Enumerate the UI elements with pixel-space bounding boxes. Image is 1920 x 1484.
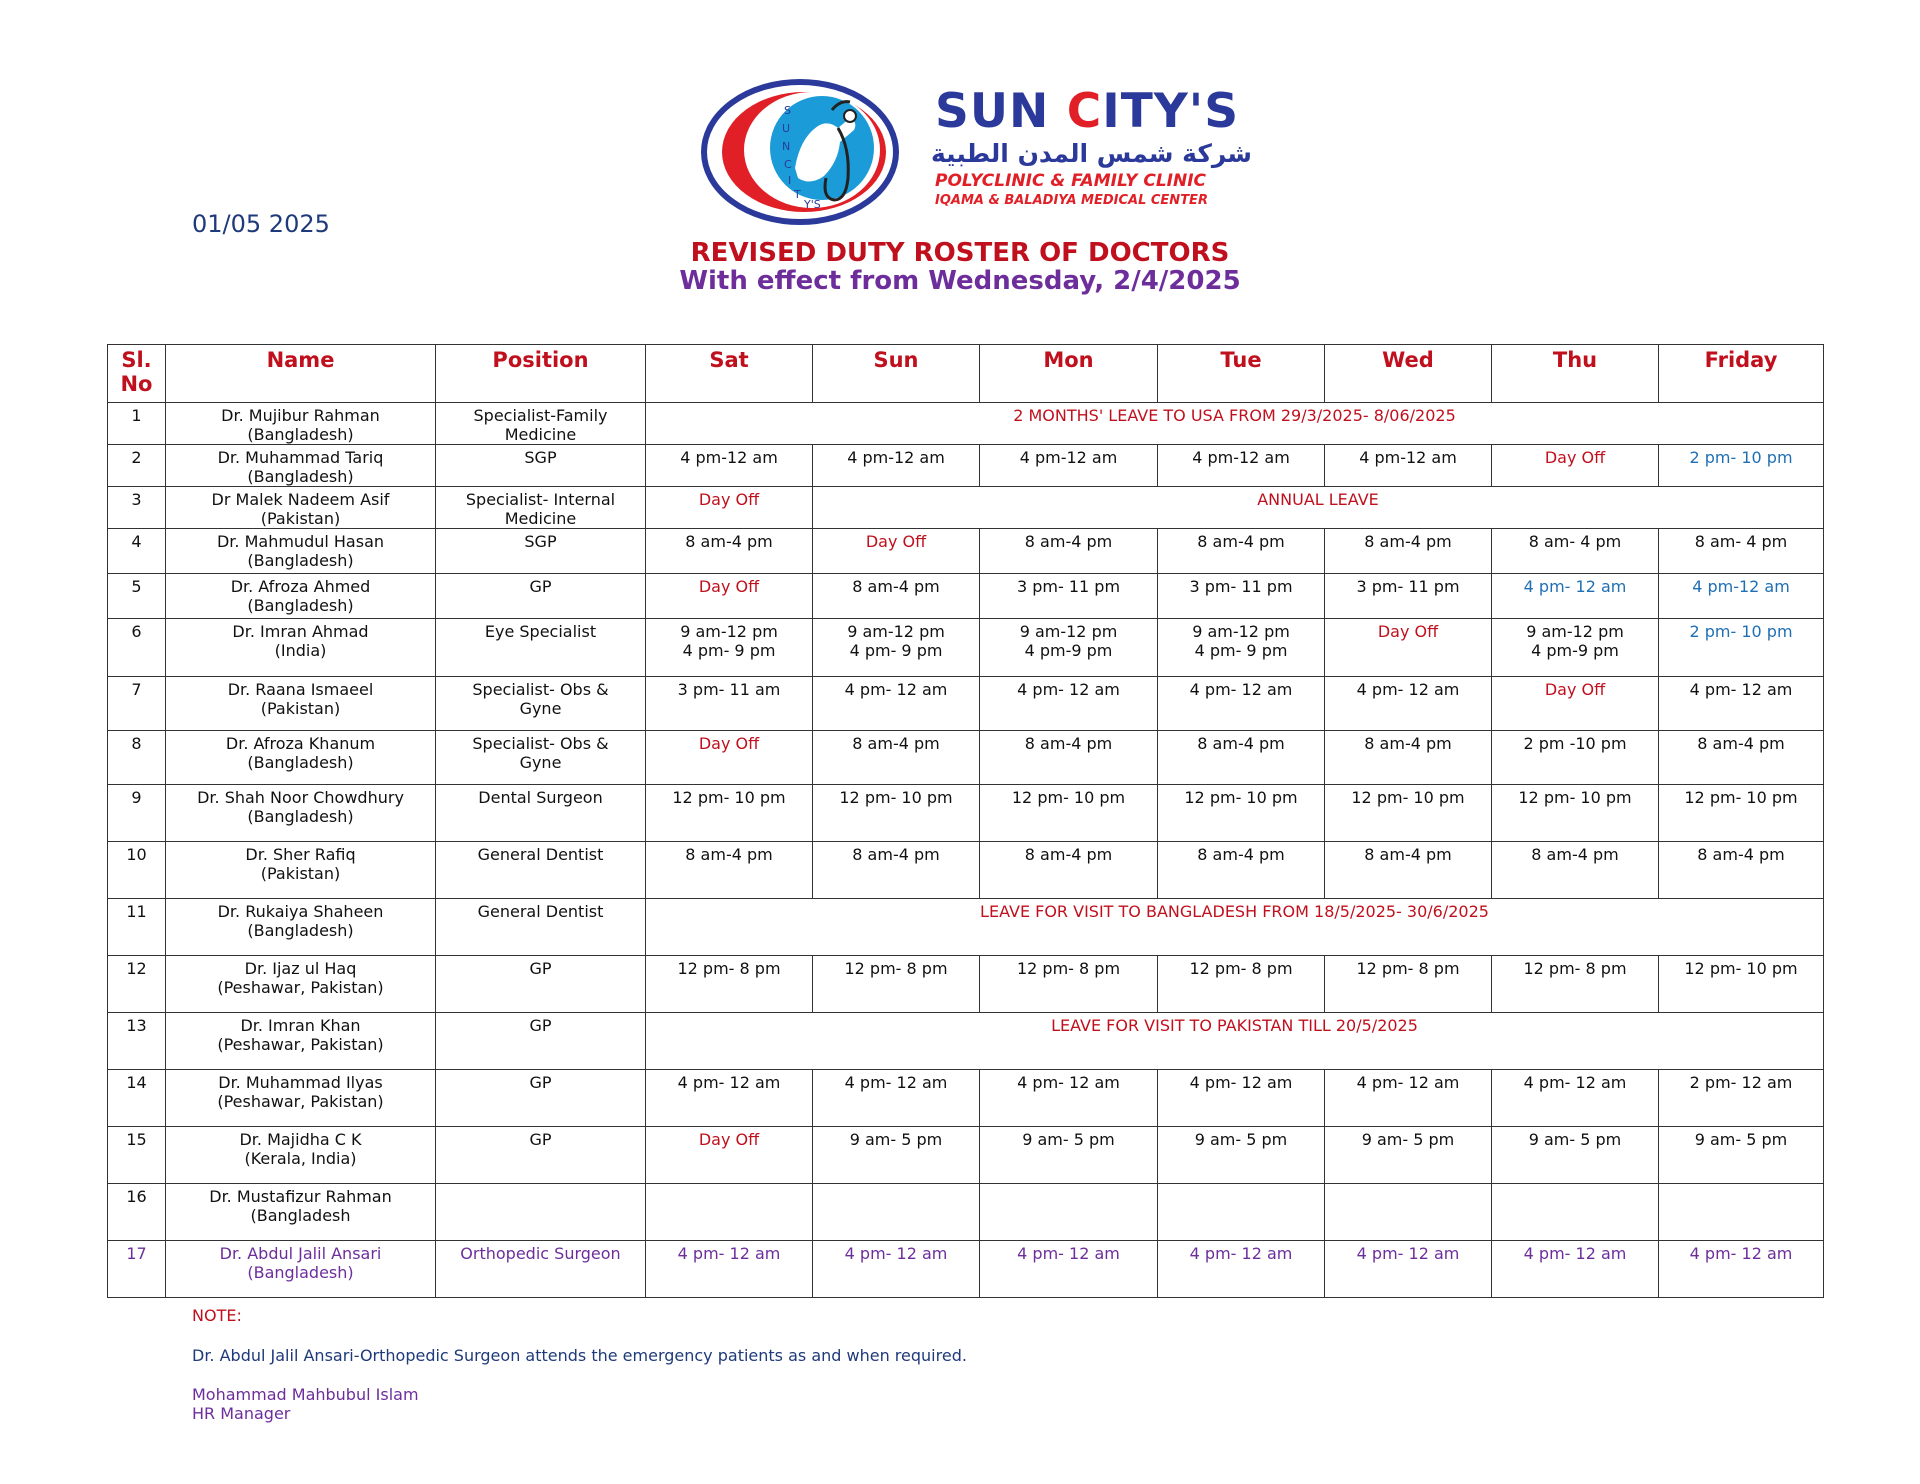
shift-cell: 8 am-4 pm	[1492, 842, 1659, 899]
shift-cell: 8 am-4 pm	[1325, 842, 1492, 899]
position-cell: Dental Surgeon	[436, 785, 646, 842]
doctor-name-cell: Dr. Abdul Jalil Ansari (Bangladesh)	[166, 1241, 436, 1298]
position-cell	[436, 1184, 646, 1241]
svg-text:T: T	[794, 188, 801, 201]
shift-cell: 9 am-12 pm 4 pm-9 pm	[980, 619, 1158, 677]
position-cell: GP	[436, 574, 646, 619]
shift-cell: 8 am-4 pm	[1158, 842, 1325, 899]
doctor-name-cell: Dr. Majidha C K (Kerala, India)	[166, 1127, 436, 1184]
table-row	[108, 403, 1824, 445]
shift-cell	[1492, 1184, 1659, 1241]
signer-title: HR Manager	[192, 1404, 291, 1423]
svg-text:U: U	[782, 122, 791, 135]
sl-cell: 15	[108, 1127, 166, 1184]
position-cell: GP	[436, 956, 646, 1013]
shift-cell: 8 am-4 pm	[813, 574, 980, 619]
shift-cell: 12 pm- 10 pm	[1659, 785, 1824, 842]
shift-cell: 8 am-4 pm	[813, 842, 980, 899]
table-row	[108, 899, 1824, 956]
sl-cell: 11	[108, 899, 166, 956]
shift-cell: 12 pm- 10 pm	[1492, 785, 1659, 842]
doctor-name-cell: Dr. Mustafizur Rahman (Bangladesh	[166, 1184, 436, 1241]
shift-cell: 9 am-12 pm 4 pm- 9 pm	[646, 619, 813, 677]
shift-cell: 4 pm- 12 am	[980, 1070, 1158, 1127]
clinic-logo	[700, 78, 1252, 226]
shift-cell: Day Off	[1492, 445, 1659, 487]
doctor-name-cell: Dr. Rukaiya Shaheen (Bangladesh)	[166, 899, 436, 956]
shift-cell: 8 am-4 pm	[1158, 731, 1325, 785]
brand-tagline: POLYCLINIC & FAMILY CLINIC	[935, 171, 1207, 191]
table-row	[108, 785, 1824, 842]
position-cell: GP	[436, 1127, 646, 1184]
table-row	[108, 574, 1824, 619]
header-mon: Mon	[980, 345, 1158, 403]
shift-cell: 9 am- 5 pm	[1659, 1127, 1824, 1184]
sl-cell: 4	[108, 529, 166, 574]
shift-cell: 9 am-12 pm 4 pm-9 pm	[1492, 619, 1659, 677]
position-cell: General Dentist	[436, 842, 646, 899]
document-title: REVISED DUTY ROSTER OF DOCTORS	[690, 238, 1230, 268]
shift-cell: 4 pm- 12 am	[980, 1241, 1158, 1298]
shift-cell: 9 am- 5 pm	[980, 1127, 1158, 1184]
duty-roster-table	[107, 344, 1824, 1298]
sl-cell: 14	[108, 1070, 166, 1127]
position-cell: Orthopedic Surgeon	[436, 1241, 646, 1298]
header-friday: Friday	[1659, 345, 1824, 403]
doctor-name-cell: Dr. Raana Ismaeel (Pakistan)	[166, 677, 436, 731]
shift-cell: 4 pm-12 am	[1158, 445, 1325, 487]
doctor-name-cell: Dr. Mahmudul Hasan (Bangladesh)	[166, 529, 436, 574]
shift-cell: 12 pm- 10 pm	[1325, 785, 1492, 842]
header-wed: Wed	[1325, 345, 1492, 403]
position-cell: GP	[436, 1070, 646, 1127]
shift-cell: 4 pm- 12 am	[1659, 1241, 1824, 1298]
shift-cell: 4 pm- 12 am	[813, 1070, 980, 1127]
shift-cell	[1158, 1184, 1325, 1241]
doctor-name-cell: Dr. Mujibur Rahman (Bangladesh)	[166, 403, 436, 445]
shift-cell: 8 am-4 pm	[1158, 529, 1325, 574]
shift-cell: 4 pm- 12 am	[1492, 574, 1659, 619]
sl-cell: 16	[108, 1184, 166, 1241]
position-cell: SGP	[436, 445, 646, 487]
shift-cell: 2 pm -10 pm	[1492, 731, 1659, 785]
sl-cell: 1	[108, 403, 166, 445]
leave-note-cell: LEAVE FOR VISIT TO BANGLADESH FROM 18/5/2025- 30/6/2025	[646, 899, 1824, 956]
doctor-name-cell: Dr Malek Nadeem Asif (Pakistan)	[166, 487, 436, 529]
note-label: NOTE:	[192, 1306, 242, 1325]
shift-cell: 4 pm- 12 am	[980, 677, 1158, 731]
shift-cell: 4 pm- 12 am	[813, 677, 980, 731]
header-name: Name	[166, 345, 436, 403]
svg-text:C: C	[784, 158, 792, 171]
shift-cell: 4 pm-12 am	[813, 445, 980, 487]
shift-cell: 4 pm- 12 am	[1158, 1070, 1325, 1127]
table-row	[108, 1070, 1824, 1127]
doctor-name-cell: Dr. Ijaz ul Haq (Peshawar, Pakistan)	[166, 956, 436, 1013]
position-cell: General Dentist	[436, 899, 646, 956]
position-cell: Specialist- Obs & Gyne	[436, 731, 646, 785]
table-row	[108, 1013, 1824, 1070]
table-row	[108, 445, 1824, 487]
header-sl: Sl. No	[108, 345, 166, 403]
sl-cell: 7	[108, 677, 166, 731]
shift-cell: 4 pm- 12 am	[1659, 677, 1824, 731]
shift-cell: 4 pm- 12 am	[1158, 677, 1325, 731]
sl-cell: 2	[108, 445, 166, 487]
shift-cell: 4 pm- 12 am	[1325, 1070, 1492, 1127]
shift-cell: 8 am-4 pm	[813, 731, 980, 785]
position-cell: GP	[436, 1013, 646, 1070]
shift-cell: 8 am-4 pm	[1325, 529, 1492, 574]
header-thu: Thu	[1492, 345, 1659, 403]
shift-cell: 12 pm- 10 pm	[1659, 956, 1824, 1013]
shift-cell: 3 pm- 11 pm	[980, 574, 1158, 619]
shift-cell	[1325, 1184, 1492, 1241]
doctor-name-cell: Dr. Muhammad Tariq (Bangladesh)	[166, 445, 436, 487]
shift-cell: 4 pm- 12 am	[813, 1241, 980, 1298]
header-sat: Sat	[646, 345, 813, 403]
position-cell: Specialist- Obs & Gyne	[436, 677, 646, 731]
doctor-name-cell: Dr. Muhammad Ilyas (Peshawar, Pakistan)	[166, 1070, 436, 1127]
table-row	[108, 677, 1824, 731]
shift-cell: Day Off	[646, 487, 813, 529]
shift-cell: Day Off	[1492, 677, 1659, 731]
sl-cell: 9	[108, 785, 166, 842]
sl-cell: 10	[108, 842, 166, 899]
brand-name: SUN CITY'S	[935, 84, 1240, 139]
header-position: Position	[436, 345, 646, 403]
brand-block	[930, 84, 1252, 210]
shift-cell: 12 pm- 10 pm	[980, 785, 1158, 842]
doctor-name-cell: Dr. Imran Khan (Peshawar, Pakistan)	[166, 1013, 436, 1070]
table-row	[108, 731, 1824, 785]
leave-note-cell: 2 MONTHS' LEAVE TO USA FROM 29/3/2025- 8/06/2025	[646, 403, 1824, 445]
header-sun: Sun	[813, 345, 980, 403]
shift-cell: 8 am-4 pm	[980, 731, 1158, 785]
doctor-name-cell: Dr. Shah Noor Chowdhury (Bangladesh)	[166, 785, 436, 842]
shift-cell	[813, 1184, 980, 1241]
shift-cell: 12 pm- 8 pm	[1158, 956, 1325, 1013]
shift-cell: 8 am-4 pm	[1659, 842, 1824, 899]
table-row	[108, 529, 1824, 574]
doctor-name-cell: Dr. Afroza Khanum (Bangladesh)	[166, 731, 436, 785]
shift-cell: 12 pm- 8 pm	[1492, 956, 1659, 1013]
position-cell: Eye Specialist	[436, 619, 646, 677]
shift-cell: 4 pm-12 am	[1325, 445, 1492, 487]
shift-cell: 4 pm- 12 am	[646, 1070, 813, 1127]
shift-cell: 3 pm- 11 pm	[1325, 574, 1492, 619]
position-cell: Specialist-Family Medicine	[436, 403, 646, 445]
shift-cell: 4 pm- 12 am	[646, 1241, 813, 1298]
shift-cell: 12 pm- 8 pm	[646, 956, 813, 1013]
shift-cell: 4 pm- 12 am	[1325, 1241, 1492, 1298]
shift-cell	[646, 1184, 813, 1241]
table-row	[108, 1127, 1824, 1184]
shift-cell: 3 pm- 11 pm	[1158, 574, 1325, 619]
sl-cell: 17	[108, 1241, 166, 1298]
shift-cell: 8 am-4 pm	[646, 842, 813, 899]
sl-cell: 3	[108, 487, 166, 529]
table-row	[108, 956, 1824, 1013]
brand-subtagline: IQAMA & BALADIYA MEDICAL CENTER	[935, 193, 1208, 208]
shift-cell: 9 am- 5 pm	[813, 1127, 980, 1184]
position-cell: Specialist- Internal Medicine	[436, 487, 646, 529]
shift-cell: 12 pm- 8 pm	[980, 956, 1158, 1013]
shift-cell: 9 am-12 pm 4 pm- 9 pm	[813, 619, 980, 677]
svg-text:I: I	[788, 174, 792, 187]
shift-cell: Day Off	[646, 574, 813, 619]
leave-note-cell: ANNUAL LEAVE	[813, 487, 1824, 529]
shift-cell: 12 pm- 10 pm	[813, 785, 980, 842]
shift-cell: 4 pm-12 am	[1659, 574, 1824, 619]
shift-cell: 4 pm- 12 am	[1492, 1070, 1659, 1127]
shift-cell: Day Off	[646, 731, 813, 785]
sl-cell: 12	[108, 956, 166, 1013]
shift-cell: 12 pm- 10 pm	[1158, 785, 1325, 842]
sl-cell: 5	[108, 574, 166, 619]
position-cell: SGP	[436, 529, 646, 574]
shift-cell: 4 pm- 12 am	[1158, 1241, 1325, 1298]
leave-note-cell: LEAVE FOR VISIT TO PAKISTAN TILL 20/5/2025	[646, 1013, 1824, 1070]
shift-cell: 4 pm-12 am	[980, 445, 1158, 487]
table-row	[108, 1184, 1824, 1241]
shift-cell: 8 am- 4 pm	[1492, 529, 1659, 574]
shift-cell: Day Off	[646, 1127, 813, 1184]
shift-cell: 9 am- 5 pm	[1158, 1127, 1325, 1184]
shift-cell: 3 pm- 11 am	[646, 677, 813, 731]
doctor-name-cell: Dr. Sher Rafiq (Pakistan)	[166, 842, 436, 899]
shift-cell: 9 am-12 pm 4 pm- 9 pm	[1158, 619, 1325, 677]
doctor-name-cell: Dr. Afroza Ahmed (Bangladesh)	[166, 574, 436, 619]
shift-cell: 8 am-4 pm	[1325, 731, 1492, 785]
shift-cell: 4 pm- 12 am	[1325, 677, 1492, 731]
document-date: 01/05 2025	[192, 210, 330, 238]
brand-arabic-name: شركة شمس المدن الطبية	[930, 139, 1252, 168]
shift-cell: 2 pm- 10 pm	[1659, 619, 1824, 677]
shift-cell: 8 am-4 pm	[646, 529, 813, 574]
shift-cell: 2 pm- 10 pm	[1659, 445, 1824, 487]
sl-cell: 6	[108, 619, 166, 677]
table-row	[108, 487, 1824, 529]
header-tue: Tue	[1158, 345, 1325, 403]
shift-cell: 4 pm-12 am	[646, 445, 813, 487]
shift-cell: 8 am-4 pm	[1659, 731, 1824, 785]
table-row	[108, 842, 1824, 899]
shift-cell: 12 pm- 8 pm	[1325, 956, 1492, 1013]
sl-cell: 8	[108, 731, 166, 785]
doctor-name-cell: Dr. Imran Ahmad (India)	[166, 619, 436, 677]
svg-text:S: S	[784, 104, 791, 117]
shift-cell: 8 am-4 pm	[980, 529, 1158, 574]
svg-text:Y'S: Y'S	[804, 198, 821, 211]
shift-cell: 8 am- 4 pm	[1659, 529, 1824, 574]
shift-cell: 2 pm- 12 am	[1659, 1070, 1824, 1127]
shift-cell: 4 pm- 12 am	[1492, 1241, 1659, 1298]
sl-cell: 13	[108, 1013, 166, 1070]
header-row	[108, 345, 1824, 403]
shift-cell: 9 am- 5 pm	[1325, 1127, 1492, 1184]
table-row	[108, 619, 1824, 677]
shift-cell	[1659, 1184, 1824, 1241]
svg-text:N: N	[782, 140, 791, 153]
shift-cell: 12 pm- 10 pm	[646, 785, 813, 842]
shift-cell: 9 am- 5 pm	[1492, 1127, 1659, 1184]
document-subtitle: With effect from Wednesday, 2/4/2025	[679, 266, 1241, 296]
shift-cell	[980, 1184, 1158, 1241]
signer-name: Mohammad Mahbubul Islam	[192, 1385, 419, 1404]
shift-cell: Day Off	[813, 529, 980, 574]
table-row	[108, 1241, 1824, 1298]
shift-cell: Day Off	[1325, 619, 1492, 677]
note-text: Dr. Abdul Jalil Ansari-Orthopedic Surgeon attends the emergency patients as and when required.	[192, 1346, 967, 1365]
clinic-emblem-icon	[700, 78, 900, 226]
shift-cell: 8 am-4 pm	[980, 842, 1158, 899]
shift-cell: 12 pm- 8 pm	[813, 956, 980, 1013]
